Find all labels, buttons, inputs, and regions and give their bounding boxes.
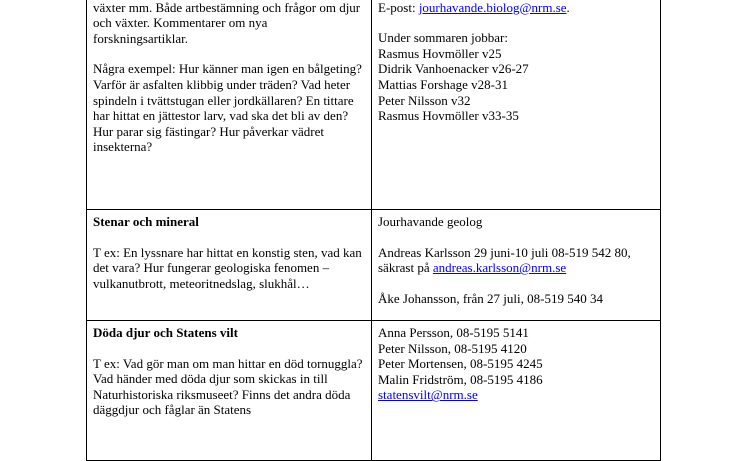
biology-examples-text: Några exempel: Hur känner man igen en bålgeting? Varför är asfalten klibbig under träden? Vad heter spindeln i tvättstugan eller jordkällaren? En tittare har hittat en jättestor larv, vad ska det bli av den? Hur parar sig fästingar? Hur påverkar vädret insekterna? (93, 61, 362, 155)
biology-email-link[interactable]: jourhavande.biolog@nrm.se (418, 0, 567, 15)
table-row-dead-animals (86, 321, 661, 461)
summer-heading: Under sommaren jobbar: (378, 30, 508, 46)
table-row-geology (86, 210, 661, 321)
contact-item: Peter Mortensen, 08-5195 4245 (378, 356, 543, 372)
biology-intro-text: växter mm. Både artbestämning och frågor om djur och växter. Kommentarer om nya forskningsartiklar. (93, 0, 361, 46)
biology-topics-cell (87, 0, 372, 209)
contact-item: Peter Nilsson, 08-5195 4120 (378, 340, 527, 356)
dead-animals-text: T ex: Vad gör man om man hittar en död tornuggla? Vad händer med döda djur som skickas in till Naturhistoriska riksmuseet? Finns det andra döda däggdjur och fåglar än Statens (93, 355, 363, 418)
staff-item: Rasmus Hovmöller v25 (378, 45, 502, 61)
dead-animals-contact-cell (372, 321, 660, 460)
statensvilt-email-line (378, 387, 654, 403)
contact-item: Malin Fridström, 08-5195 4186 (378, 371, 543, 387)
contact-item: Anna Persson, 08-5195 5141 (378, 325, 529, 340)
geology-title: Jourhavande geolog (378, 214, 483, 229)
table-row-biology (86, 0, 661, 210)
staff-item: Mattias Forshage v28-31 (378, 76, 508, 92)
geology-email-link[interactable]: andreas.karlsson@nrm.se (432, 260, 567, 276)
dead-animals-heading: Döda djur och Statens vilt (93, 325, 238, 340)
dead-animals-topics-cell (87, 321, 372, 460)
geology-heading: Stenar och mineral (93, 214, 199, 229)
staff-item: Didrik Vanhoenacker v26-27 (378, 61, 529, 77)
geology-text: T ex: En lyssnare har hittat en konstig sten, vad kan det vara? Hur fungerar geologiska fenomen – vulkanutbrott, meteoritnedslag, slukhål… (93, 244, 362, 291)
email-label: E-post: (378, 0, 419, 15)
staff-item: Peter Nilsson v32 (378, 92, 471, 108)
geology-contact-1: Andreas Karlsson 29 juni-10 juli 08-519 542 80, säkrast på andreas.karlsson@nrm.se (378, 244, 631, 276)
contact-table (86, 0, 661, 461)
statensvilt-email-link[interactable]: statensvilt@nrm.se (378, 387, 478, 403)
geology-contact-2: Åke Johansson, från 27 juli, 08-519 540 34 (378, 290, 603, 306)
geology-topics-cell (87, 210, 372, 320)
biology-contact-cell (372, 0, 660, 209)
biology-email-line: E-post: jourhavande.biolog@nrm.se. (378, 0, 570, 15)
geology-contact-cell (372, 210, 660, 320)
staff-item: Rasmus Hovmöller v33-35 (378, 108, 519, 124)
